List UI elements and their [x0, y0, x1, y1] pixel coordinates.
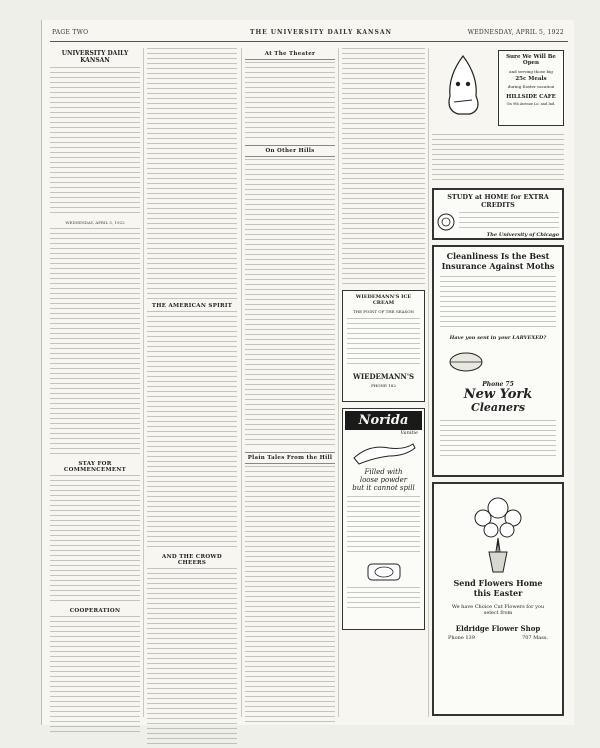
flowers-line: select from: [483, 610, 513, 616]
cartoon-ghost-icon: [432, 52, 494, 120]
university-chicago-ad: [432, 188, 564, 240]
staff-listing: [50, 67, 140, 217]
wiedemann-brand: WIEDEMANN'S: [352, 372, 415, 381]
column-rule: [241, 48, 242, 717]
wiedemann-text: [347, 318, 420, 368]
hillside-line: Open: [522, 60, 540, 66]
editorial-text: [50, 475, 140, 605]
other-hills-text: [245, 159, 335, 449]
article-text: [147, 48, 237, 300]
editorial-heading: STAY FOR COMMENCEMENT: [63, 461, 127, 473]
header-rule: [50, 41, 568, 42]
cleaners-headline: Insurance Against Moths: [441, 261, 555, 271]
column-rule: [428, 48, 429, 717]
page-number: PAGE TWO: [52, 29, 89, 36]
eldridge-flower-ad: [432, 482, 564, 716]
article-text: [147, 568, 237, 748]
study-university: The University of Chicago: [486, 232, 559, 238]
norida-subbrand: Vanitie: [400, 430, 418, 436]
cleaners-text: [440, 276, 556, 330]
theater-text: [245, 62, 335, 142]
flowers-address: 707 Mass.: [522, 635, 548, 641]
column-rule: [143, 48, 144, 717]
paper-title: THE UNIVERSITY DAILY KANSAN: [250, 29, 392, 36]
hillside-line: Sure We Will Be: [506, 54, 556, 60]
issue-date: WEDNESDAY, APRIL 5, 1922: [467, 29, 564, 36]
norida-brand: Norida: [345, 411, 422, 430]
hillside-line: 25c Meals: [515, 76, 547, 82]
article-heading: AND THE CROWD CHEERS: [162, 554, 222, 566]
news-text: [342, 48, 425, 286]
cleaners-headline: Cleanliness Is the Best: [446, 251, 550, 261]
hillside-line: during Easter vacation: [507, 84, 555, 89]
mixed-column: [342, 48, 425, 717]
flowers-headline: this Easter: [473, 588, 523, 598]
hillside-line: On 9th Avenue Lo. and Ind.: [506, 102, 556, 106]
editorial-column: [147, 48, 237, 717]
article-text: [147, 311, 237, 551]
wiedemann-ad: [342, 290, 425, 402]
hillside-row: [432, 48, 564, 130]
hillside-line: HILLSIDE CAFE: [506, 94, 556, 100]
hillside-line: and serving those big: [509, 69, 553, 74]
cleaners-question: Have you sent in your LARVEXED?: [449, 335, 547, 341]
norida-text: [347, 496, 420, 556]
editorial-heading: COOPERATION: [69, 608, 121, 614]
new-york-cleaners-ad: [432, 245, 564, 477]
wiedemann-title: WIEDEMANN'S ICE CREAM: [355, 294, 412, 306]
cleaners-phone: Phone 75: [482, 381, 514, 388]
wiedemann-subtitle: THE POINT OF THE SEASON: [352, 309, 415, 314]
side-text: [432, 134, 564, 184]
column-rule: [338, 48, 339, 717]
seal-icon: [437, 213, 455, 231]
other-hills-heading: On Other Hills: [245, 145, 335, 157]
flower-bouquet-icon: [463, 490, 533, 574]
cleaners-footer-text: [440, 420, 556, 460]
norida-tagline-1: Filled with: [364, 468, 403, 476]
newspaper-page: [41, 20, 574, 725]
study-text: [459, 212, 559, 232]
cleaners-brand: Cleaners: [470, 401, 526, 414]
flowers-shop-name: Eldridge Flower Shop: [455, 624, 541, 633]
article-heading: THE AMERICAN SPIRIT: [151, 303, 233, 309]
norida-tagline-2: loose powder: [359, 476, 408, 484]
editorial-text: [50, 616, 140, 736]
powder-tin-icon: [364, 560, 404, 584]
masthead: UNIVERSITY DAILY KANSAN: [61, 50, 129, 64]
advertising-column: [432, 48, 564, 717]
flowers-phone: Phone 139: [448, 635, 475, 641]
flowers-headline: Send Flowers Home: [453, 578, 543, 588]
moth-icon: [446, 347, 486, 377]
running-header: [50, 29, 568, 39]
editorial-column: [50, 48, 140, 717]
editorial-text: [50, 228, 140, 458]
norida-ad: [342, 408, 425, 630]
study-title: STUDY at HOME for EXTRA CREDITS: [447, 193, 549, 209]
hand-icon: [349, 438, 419, 466]
theater-heading: At The Theater: [245, 51, 335, 60]
flowers-line: We have Choice Cut Flowers for you: [451, 604, 545, 610]
plain-tales-text: [245, 466, 335, 726]
plain-tales-heading: Plain Tales From the Hill: [245, 452, 335, 464]
editorial-date: WEDNESDAY, APRIL 5, 1922: [65, 220, 125, 225]
hillside-cafe-ad: [498, 50, 564, 126]
wiedemann-phone: PHONE 182: [371, 383, 396, 388]
norida-tagline-3: but it cannot spill: [352, 484, 415, 492]
cleaners-brand: New York: [463, 387, 533, 402]
news-column: [245, 48, 335, 717]
norida-footer-text: [347, 587, 420, 609]
